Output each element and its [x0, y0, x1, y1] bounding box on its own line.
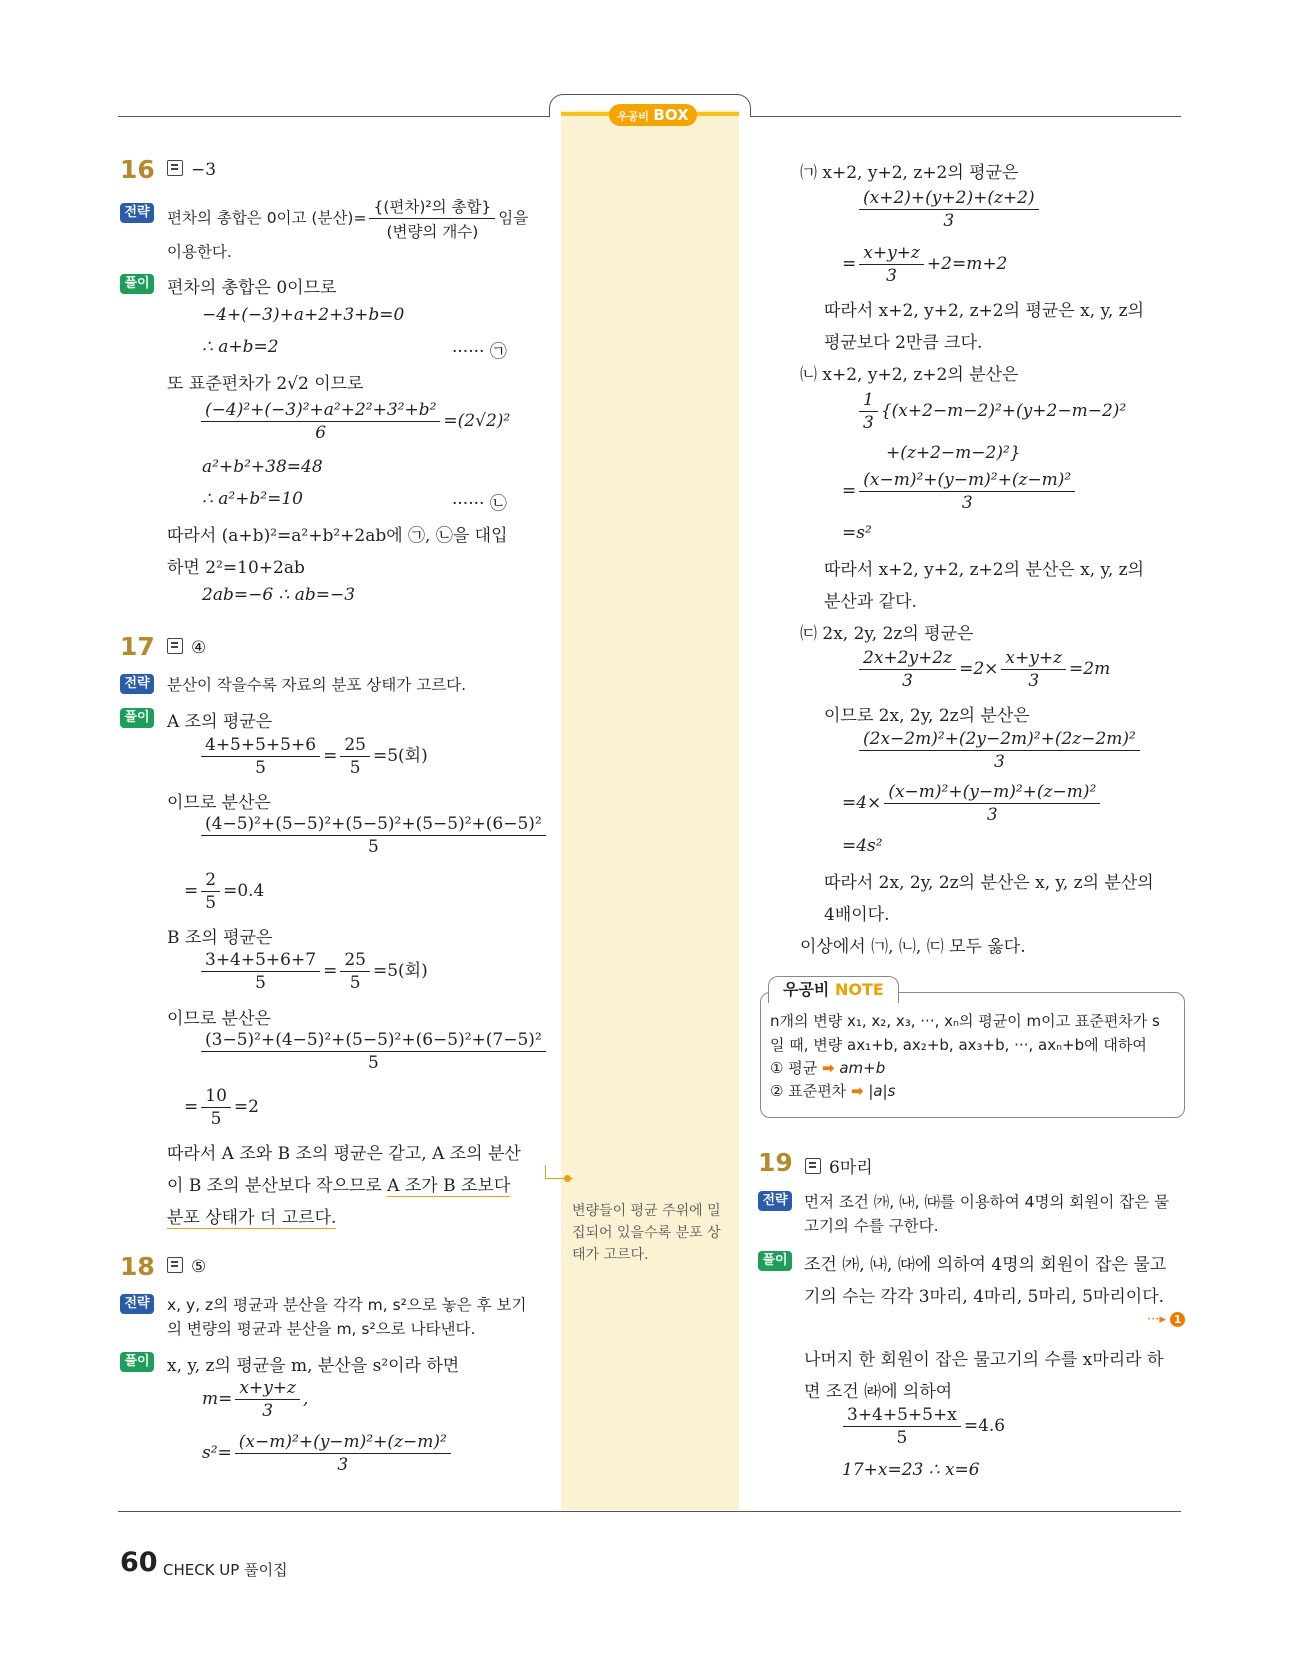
solution-fraction: = $\frac{10}{5}$ =2 — [184, 1086, 259, 1129]
solution-line: 이므로 분산은 — [167, 793, 271, 813]
solution-line: ㈁ x+2, y+2, z+2의 분산은 — [800, 365, 1019, 385]
footer-title: CHECK UP 풀이집 — [163, 1561, 288, 1579]
highlight: A 조가 B 조보다 — [387, 1176, 511, 1196]
solution-line: 편차의 총합은 0이므로 — [167, 278, 337, 298]
solution-line: 하면 2²=10+2ab — [167, 558, 305, 578]
solution-fraction: $\frac{\text{(−4)²+(−3)²+a²+2²+3²+b²}}{6}$ =(2√2)² — [198, 400, 510, 443]
note-dot — [564, 1175, 571, 1182]
arrow-right-icon: ➡ — [850, 1082, 864, 1100]
solution-line: −4+(−3)+a+2+3+b=0 — [202, 305, 405, 325]
solution-line: 따라서 (a+b)²=a²+b²+2ab에 ㉠, ㉡을 대입 — [167, 526, 508, 546]
header-rule-right — [749, 116, 1181, 117]
question-number: 17 — [120, 632, 155, 661]
solution-fraction: s²= $\frac{\text{(x−m)²+(y−m)²+(z−m)²}}{3}$ — [202, 1432, 454, 1475]
question-number: 19 — [758, 1148, 793, 1177]
solution-line: +(z+2−m−2)²} — [886, 443, 1021, 463]
marker: ······ ㉡ — [452, 494, 507, 514]
note-line: ① 평균 ➡ am+b — [770, 1059, 886, 1077]
solution-line: x, y, z의 평균을 m, 분산을 s²이라 하면 — [167, 1356, 460, 1376]
solution-line: 2ab=−6 ∴ ab=−3 — [202, 585, 356, 605]
note-line: n개의 변량 x₁, x₂, x₃, ···, xₙ의 평균이 m이고 표준편차가 s — [770, 1012, 1160, 1030]
marker: ······ ㉠ — [452, 342, 507, 362]
marker-1: 1 — [1170, 1312, 1185, 1327]
solution-line: 이 B 조의 분산보다 작으므로 A 조가 B 조보다 — [167, 1176, 511, 1196]
solution-fraction: = $\frac{\text{(x−m)²+(y−m)²+(z−m)²}}{3}$ — [842, 470, 1078, 513]
solution-line: 이므로 2x, 2y, 2z의 분산은 — [824, 706, 1030, 726]
solution-line: ∴ a+b=2 — [202, 337, 279, 357]
solution-line — [167, 1203, 336, 1228]
solution-line: 조건 ㈎, ㈏, ㈐에 의하여 4명의 회원이 잡은 물고 — [804, 1255, 1167, 1275]
strategy-text-2: 이용한다. — [167, 243, 232, 261]
answer: ④ — [167, 638, 206, 658]
solution-line: 따라서 A 조와 B 조의 평균은 같고, A 조의 분산 — [167, 1144, 521, 1164]
solution-line: =s² — [842, 523, 872, 543]
box-column — [561, 115, 739, 1510]
strategy-label: 전략 — [120, 674, 154, 694]
solution-fraction: = $\frac{2}{5}$ =0.4 — [184, 870, 265, 913]
strategy-text: 분산이 작을수록 자료의 분포 상태가 고르다. — [167, 676, 467, 694]
solution-fraction: $\frac{3+4+5+5+x}{5}$ =4.6 — [840, 1405, 1005, 1448]
solution-label: 풀이 — [758, 1251, 792, 1271]
answer-icon — [167, 638, 183, 654]
strategy-label: 전략 — [120, 1294, 154, 1314]
solution-fraction: =4× $\frac{\text{(x−m)²+(y−m)²+(z−m)²}}{3}$ — [842, 782, 1103, 825]
footer-rule — [118, 1511, 1181, 1512]
answer-icon — [805, 1158, 821, 1174]
solution-fraction: m= $\frac{x+y+z}{3}$ , — [202, 1378, 309, 1421]
solution-fraction: $\frac{\text{(3−5)²+(4−5)²+(5−5)²+(6−5)²+(7−5)²}}{5}$ — [198, 1030, 549, 1073]
strategy-text: 먼저 조건 ㈎, ㈏, ㈐를 이용하여 4명의 회원이 잡은 물 — [804, 1193, 1170, 1211]
solution-line: 면 조건 ㈑에 의하여 — [804, 1382, 953, 1402]
solution-label: 풀이 — [120, 274, 154, 294]
box-badge: 우공비 BOX — [609, 104, 697, 126]
solution-fraction: $\frac{3+4+5+6+7}{5}$ = $\frac{25}{5}$ =5(회) — [198, 950, 428, 993]
solution-line: 4배이다. — [824, 905, 890, 925]
solution-line: a²+b²+38=48 — [202, 457, 323, 477]
solution-label: 풀이 — [120, 708, 154, 728]
solution-label: 풀이 — [120, 1352, 154, 1372]
solution-line: 따라서 2x, 2y, 2z의 분산은 x, y, z의 분산의 — [824, 873, 1154, 893]
marker: ···▸ 1 — [1147, 1312, 1185, 1327]
side-note: 변량들이 평균 주위에 밀집되어 있을수록 분포 상태가 고르다. — [572, 1203, 721, 1263]
highlight: 분포 상태가 더 고르다. — [167, 1208, 337, 1228]
note-line: ② 표준편차 ➡ |a|s — [770, 1082, 896, 1100]
answer-icon — [167, 1257, 183, 1273]
header-rule-left — [118, 116, 549, 117]
page-number: 60 — [120, 1547, 158, 1578]
answer: ⑤ — [167, 1257, 206, 1277]
solution-line: 기의 수는 각각 3마리, 4마리, 5마리, 5마리이다. — [804, 1287, 1165, 1307]
question-number: 18 — [120, 1252, 155, 1281]
answer-icon — [167, 160, 183, 176]
answer: 6마리 — [805, 1153, 873, 1178]
solution-line: ㈂ 2x, 2y, 2z의 평균은 — [800, 624, 974, 644]
strategy-label: 전략 — [120, 203, 154, 223]
solution-line: 17+x=23 ∴ x=6 — [842, 1460, 980, 1480]
solution-fraction: $\frac{\text{(2x−2m)²+(2y−2m)²+(2z−2m)²}}{3}$ — [856, 729, 1143, 772]
answer: −3 — [167, 160, 216, 180]
solution-line: ㈀ x+2, y+2, z+2의 평균은 — [800, 163, 1019, 183]
note-line: 일 때, 변량 ax₁+b, ax₂+b, ax₃+b, ···, axₙ+b에 대하여 — [770, 1036, 1147, 1054]
solution-fraction: $\frac{2x+2y+2z}{3}$ =2× $\frac{x+y+z}{3}$ =2m — [856, 648, 1110, 691]
solution-fraction: $\frac{1}{3}$ {(x+2−m−2)²+(y+2−m−2)² — [856, 390, 1126, 433]
solution-line: 따라서 x+2, y+2, z+2의 평균은 x, y, z의 — [824, 301, 1145, 321]
solution-line: B 조의 평균은 — [167, 928, 273, 948]
solution-line: =4s² — [842, 836, 883, 856]
solution-line: 이므로 분산은 — [167, 1009, 271, 1029]
solution-line: 이상에서 ㈀, ㈁, ㈂ 모두 옳다. — [800, 937, 1026, 957]
solution-line: ∴ a²+b²=10 — [202, 489, 303, 509]
strategy-label: 전략 — [758, 1191, 792, 1211]
solution-line: 따라서 x+2, y+2, z+2의 분산은 x, y, z의 — [824, 560, 1145, 580]
strategy-text: 편차의 총합은 0이고 (분산)= $\frac{\text{\{(편차)²의 총합\}}}{\text{(변량의 개수)}}$ 임을 — [167, 195, 528, 242]
strategy-text-2: 고기의 수를 구한다. — [804, 1217, 939, 1235]
solution-fraction: $\frac{\text{(4−5)²+(5−5)²+(5−5)²+(5−5)²+(6−5)²}}{5}$ — [198, 814, 549, 857]
solution-line: 또 표준편차가 2√2 이므로 — [167, 374, 364, 394]
note-title: 우공비 NOTE — [768, 976, 899, 1003]
solution-line: A 조의 평균은 — [167, 712, 273, 732]
solution-fraction: = $\frac{x+y+z}{3}$ +2=m+2 — [842, 243, 1008, 286]
question-number: 16 — [120, 155, 155, 184]
strategy-text: x, y, z의 평균과 분산을 각각 m, s²으로 놓은 후 보기 — [167, 1296, 527, 1314]
solution-line: 분산과 같다. — [824, 592, 917, 612]
solution-line: 평균보다 2만큼 크다. — [824, 333, 983, 353]
solution-fraction: $\frac{4+5+5+5+6}{5}$ = $\frac{25}{5}$ =5(회) — [198, 735, 428, 778]
solution-line: 나머지 한 회원이 잡은 물고기의 수를 x마리라 하 — [804, 1350, 1164, 1370]
solution-fraction: $\frac{(x+2)+(y+2)+(z+2)}{3}$ — [856, 188, 1042, 231]
strategy-text-2: 의 변량의 평균과 분산을 m, s²으로 나타낸다. — [167, 1320, 476, 1338]
arrow-right-icon: ➡ — [821, 1059, 835, 1077]
